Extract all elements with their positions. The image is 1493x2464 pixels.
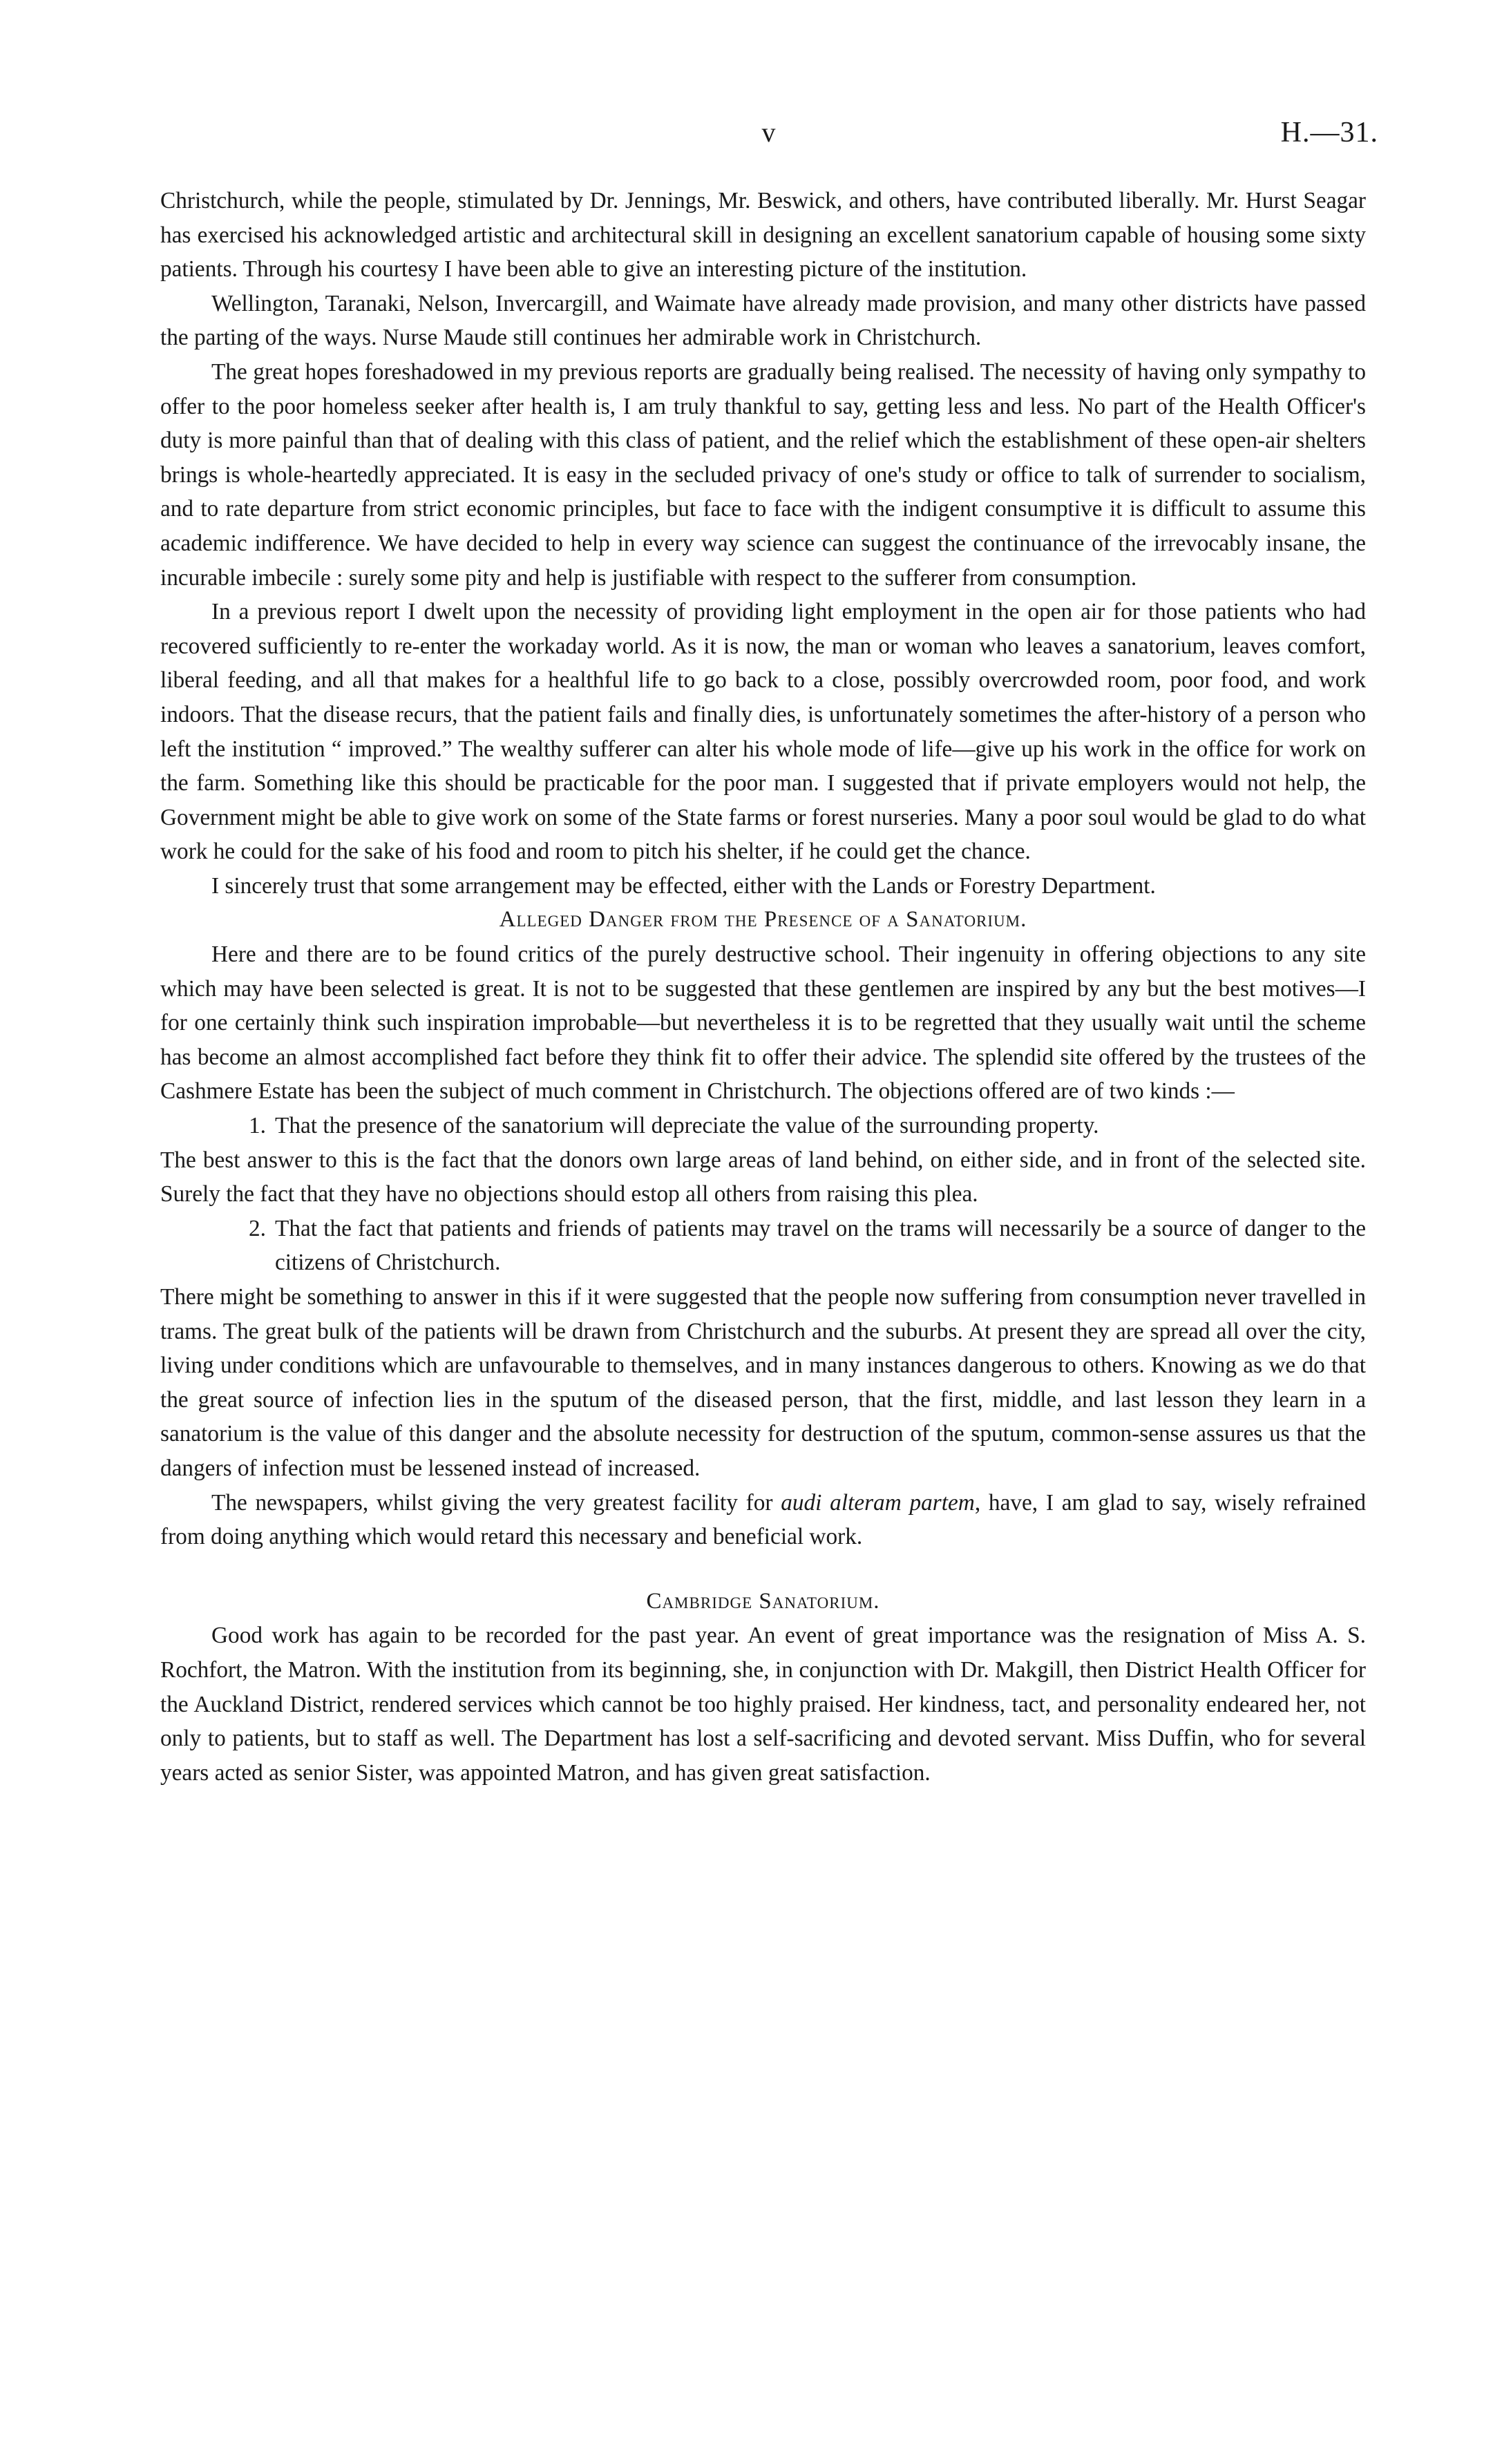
paragraph: The best answer to this is the fact that the donors own large areas of land behind, on either side, and in front of the selected site. Surely the fact that they have no objections should estop all others from raising this plea. bbox=[160, 1147, 1366, 1207]
body-text bbox=[160, 184, 1366, 1790]
document-reference: H.—31. bbox=[1280, 117, 1378, 149]
latin-phrase: audi alteram partem bbox=[781, 1489, 975, 1516]
section-heading: Alleged Danger from the Presence of a Sanatorium. bbox=[499, 907, 1027, 933]
paragraph bbox=[160, 1486, 1366, 1554]
paragraph: I sincerely trust that some arrangement may be effected, either with the Lands or Forestry Department. bbox=[211, 872, 1156, 899]
paragraph: In a previous report I dwelt upon the necessity of providing light employment in the open air for those patients who had recovered sufficiently to re-enter the workaday world. As it is now, the man or woman who leaves a sanatorium, leaves comfort, liberal feeding, and all that makes for a healthful life to go back to a close, possibly overcrowded room, poor food, and work indoors. That the disease recurs, that the patient fails and finally dies, is unfortunately sometimes the after-history of a person who left the institution “ improved.” The wealthy sufferer can alter his whole mode of life—give up his work in the office for work on the farm. Something like this should be practicable for the poor man. I suggested that if private employers would not help, the Government might be able to give work on some of the State farms or forest nurseries. Many a poor soul would be glad to do what work he could for the sake of his food and room to pitch his shelter, if he could get the chance. bbox=[160, 599, 1366, 865]
list-item bbox=[160, 1109, 1366, 1143]
paragraph: Christchurch, while the people, stimulated by Dr. Jennings, Mr. Beswick, and others, have contributed liberally. Mr. Hurst Seagar has exercised his acknowledged artistic and architectural skill in designing an excellent sanatorium capable of housing some sixty patients. Through his courtesy I have been able to give an interesting picture of the institution. bbox=[160, 188, 1366, 283]
paragraph: There might be something to answer in this if it were suggested that the people now suffering from consumption never travelled in trams. The great bulk of the patients will be drawn from Christchurch and the suburbs. At present they are spread all over the city, living under conditions which are unfavourable to themselves, and in many instances dangerous to others. Knowing as we do that the great source of infection lies in the sputum of the diseased person, that the first, middle, and last lesson they learn in a sanatorium is the value of this danger and the absolute necessity for destruction of the sputum, common-sense assures us that the dangers of infection must be lessened instead of increased. bbox=[160, 1284, 1366, 1481]
paragraph-text: , have, I am glad to say, wisely refrained from doing anything which would retard this necessary and beneficial work. bbox=[160, 1489, 1367, 1550]
page-header bbox=[159, 116, 1378, 157]
list-item-number: 2. bbox=[249, 1215, 266, 1241]
list-item bbox=[160, 1212, 1366, 1280]
paragraph: Here and there are to be found critics of the purely destructive school. Their ingenuity in offering objections to any site which may have been selected is great. It is not to be suggested that these gentlemen are inspired by any but the best motives—I for one certainly think such inspiration improbable—but nevertheless it is to be regretted that they usually wait until the scheme has become an almost accomplished fact before they think fit to offer their advice. The splendid site offered by the trustees of the Cashmere Estate has been the subject of much comment in Christchurch. The objections offered are of two kinds :— bbox=[160, 942, 1366, 1105]
list-item-text: That the presence of the sanatorium will depreciate the value of the surrounding property. bbox=[275, 1113, 1099, 1139]
paragraph-text: The newspapers, whilst giving the very greatest facility for bbox=[211, 1489, 781, 1516]
list-item-text: That the fact that patients and friends of patients may travel on the trams will necessarily be a source of danger to the citizens of Christchurch. bbox=[275, 1215, 1366, 1276]
paragraph: The great hopes foreshadowed in my previous reports are gradually being realised. The necessity of having only sympathy to offer to the poor homeless seeker after health is, I am truly thankful to say, getting less and less. No part of the Health Officer's duty is more painful than that of dealing with this class of patient, and the relief which the establishment of these open-air shelters brings is whole-heartedly appreciated. It is easy in the secluded privacy of one's study or office to talk of surrender to socialism, and to rate departure from strict economic principles, but face to face with the indigent consumptive it is difficult to assume this academic indifference. We have decided to help in every way science can suggest the continuance of the irrevocably insane, the incurable imbecile : surely some pity and help is justifiable with respect to the sufferer from consumption. bbox=[160, 359, 1366, 591]
list-item-number: 1. bbox=[249, 1113, 266, 1139]
paragraph: Wellington, Taranaki, Nelson, Invercargill, and Waimate have already made provision, and many other districts have passed the parting of the ways. Nurse Maude still continues her admirable work in Christchurch. bbox=[160, 290, 1366, 351]
page-number: v bbox=[761, 117, 776, 148]
section-heading: Cambridge Sanatorium. bbox=[646, 1588, 880, 1614]
paragraph: Good work has again to be recorded for the past year. An event of great importance was the resignation of Miss A. S. Rochfort, the Matron. With the institution from its beginning, she, in conjunction with Dr. Makgill, then District Health Officer for the Auckland District, rendered services which cannot be too highly praised. Her kindness, tact, and personality endeared her, not only to patients, but to staff as well. The Department has lost a self-sacrificing and devoted servant. Miss Duffin, who for several years acted as senior Sister, was appointed Matron, and has given great satisfaction. bbox=[160, 1623, 1366, 1786]
